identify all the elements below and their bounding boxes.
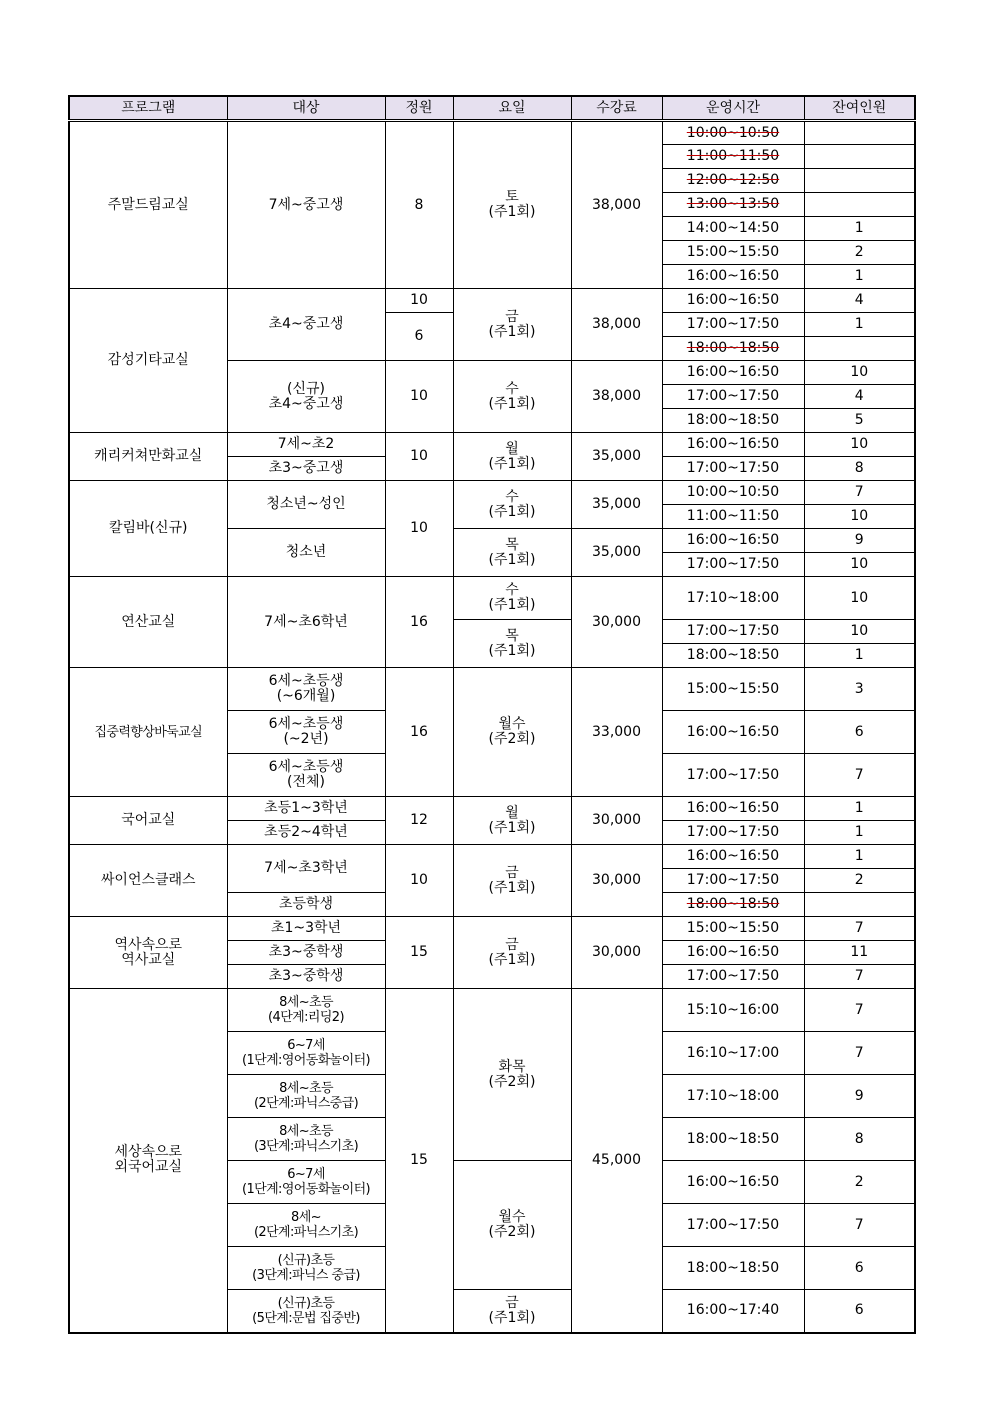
slot-remaining: 9	[804, 529, 915, 553]
slot-time: 17:00~17:50	[662, 1204, 804, 1247]
slot-time: 16:00~16:50	[662, 433, 804, 457]
program-day: 수 (주1회)	[453, 577, 571, 620]
header-target: 대상	[227, 96, 385, 121]
slot-time: 18:00~18:50	[662, 1247, 804, 1290]
program-day: 금 (주1회)	[453, 289, 571, 361]
program-fee: 30,000	[571, 577, 662, 668]
program-target: 청소년	[227, 529, 385, 577]
slot-time: 18:00~18:50	[662, 644, 804, 668]
slot-remaining: 10	[804, 553, 915, 577]
slot-remaining: 7	[804, 917, 915, 941]
slot-remaining	[804, 893, 915, 917]
header-program: 프로그램	[69, 96, 227, 121]
slot-remaining: 2	[804, 869, 915, 893]
program-day: 화목 (주2회)	[453, 989, 571, 1161]
slot-remaining: 11	[804, 941, 915, 965]
program-capacity: 8	[385, 121, 453, 289]
program-day: 목 (주1회)	[453, 620, 571, 668]
program-target: 6~7세 (1단계:영어동화놀이터)	[227, 1032, 385, 1075]
program-day: 월수 (주2회)	[453, 1161, 571, 1290]
program-capacity: 16	[385, 577, 453, 668]
program-day: 금 (주1회)	[453, 845, 571, 917]
table-row	[69, 917, 915, 941]
program-target: 8세~초등 (2단계:파닉스중급)	[227, 1075, 385, 1118]
slot-remaining: 10	[804, 361, 915, 385]
program-capacity: 15	[385, 917, 453, 989]
program-name: 연산교실	[69, 577, 227, 668]
header-row	[69, 96, 915, 121]
program-capacity: 10	[385, 845, 453, 917]
header-remaining: 잔여인원	[804, 96, 915, 121]
slot-remaining	[804, 337, 915, 361]
program-day: 금 (주1회)	[453, 917, 571, 989]
table-row	[69, 845, 915, 869]
slot-remaining: 6	[804, 1247, 915, 1290]
program-name: 주말드림교실	[69, 121, 227, 289]
program-target: 초등1~3학년	[227, 797, 385, 821]
slot-time: 17:00~17:50	[662, 620, 804, 644]
slot-time: 16:00~16:50	[662, 289, 804, 313]
program-fee: 30,000	[571, 917, 662, 989]
slot-time: 16:00~16:50	[662, 941, 804, 965]
table-row	[69, 989, 915, 1032]
program-target: 8세~초등 (4단계:리딩2)	[227, 989, 385, 1032]
program-capacity: 10	[385, 289, 453, 313]
program-fee: 35,000	[571, 481, 662, 529]
program-target: 초3~중고생	[227, 457, 385, 481]
time-text: 11:00~11:50	[686, 148, 780, 164]
time-text: 18:00~18:50	[686, 340, 780, 356]
slot-remaining: 5	[804, 409, 915, 433]
slot-time: 17:10~18:00	[662, 577, 804, 620]
program-capacity: 12	[385, 797, 453, 845]
program-capacity: 10	[385, 361, 453, 433]
program-target: 8세~ (2단계:파닉스기초)	[227, 1204, 385, 1247]
header-fee: 수강료	[571, 96, 662, 121]
slot-time: 10:00~10:50	[662, 481, 804, 505]
slot-remaining: 10	[804, 505, 915, 529]
slot-time: 17:00~17:50	[662, 385, 804, 409]
program-name: 캐리커쳐만화교실	[69, 433, 227, 481]
program-fee: 30,000	[571, 797, 662, 845]
slot-remaining: 9	[804, 1075, 915, 1118]
program-target: 초3~중학생	[227, 965, 385, 989]
program-fee: 30,000	[571, 845, 662, 917]
slot-time: 16:00~16:50	[662, 529, 804, 553]
header-capacity: 정원	[385, 96, 453, 121]
program-day: 수 (주1회)	[453, 481, 571, 529]
program-target: (신규)초등 (5단계:문법 집중반)	[227, 1290, 385, 1333]
program-target: 7세~중고생	[227, 121, 385, 289]
program-name: 역사속으로 역사교실	[69, 917, 227, 989]
program-target: 초1~3학년	[227, 917, 385, 941]
program-fee: 38,000	[571, 289, 662, 361]
slot-time: 18:00~18:50	[662, 1118, 804, 1161]
slot-remaining	[804, 145, 915, 169]
slot-remaining: 10	[804, 577, 915, 620]
program-schedule-table	[68, 95, 916, 1334]
program-day: 월 (주1회)	[453, 433, 571, 481]
program-name: 국어교실	[69, 797, 227, 845]
slot-remaining: 4	[804, 385, 915, 409]
program-capacity: 10	[385, 481, 453, 577]
table-row	[69, 577, 915, 620]
time-text: 12:00~12:50	[686, 172, 780, 188]
table-row	[69, 289, 915, 301]
slot-remaining: 2	[804, 1161, 915, 1204]
slot-remaining: 10	[804, 620, 915, 644]
table-row	[69, 668, 915, 711]
program-name: 집중력향상바둑교실	[69, 668, 227, 797]
slot-remaining: 2	[804, 241, 915, 265]
slot-time: 16:00~16:50	[662, 797, 804, 821]
program-target: 7세~초6학년	[227, 577, 385, 668]
program-target: 6세~초등생 (전체)	[227, 754, 385, 797]
header-day: 요일	[453, 96, 571, 121]
program-fee: 38,000	[571, 361, 662, 433]
slot-remaining: 7	[804, 481, 915, 505]
slot-time: 16:00~17:40	[662, 1290, 804, 1333]
slot-time-cancelled	[662, 193, 804, 217]
slot-remaining: 6	[804, 711, 915, 754]
program-capacity: 15	[385, 989, 453, 1333]
slot-time: 16:00~16:50	[662, 265, 804, 289]
program-day: 월수 (주2회)	[453, 668, 571, 797]
program-name: 세상속으로 외국어교실	[69, 989, 227, 1333]
slot-time: 16:10~17:00	[662, 1032, 804, 1075]
program-target: (신규)초등 (3단계:파닉스 중급)	[227, 1247, 385, 1290]
slot-time: 17:00~17:50	[662, 869, 804, 893]
time-text: 10:00~10:50	[686, 124, 780, 141]
program-fee: 45,000	[571, 989, 662, 1333]
program-name: 감성기타교실	[69, 289, 227, 433]
slot-remaining: 7	[804, 1204, 915, 1247]
slot-time: 17:00~17:50	[662, 965, 804, 989]
slot-remaining	[804, 193, 915, 217]
slot-time: 17:10~18:00	[662, 1075, 804, 1118]
slot-time: 15:00~15:50	[662, 668, 804, 711]
program-target: 7세~초3학년	[227, 845, 385, 893]
slot-remaining: 1	[804, 644, 915, 668]
slot-remaining: 1	[804, 845, 915, 869]
program-fee: 38,000	[571, 121, 662, 289]
program-fee: 35,000	[571, 433, 662, 481]
header-time: 운영시간	[662, 96, 804, 121]
slot-remaining: 10	[804, 433, 915, 457]
slot-time: 18:00~18:50	[662, 409, 804, 433]
program-target: 초등학생	[227, 893, 385, 917]
slot-remaining: 4	[804, 289, 915, 313]
slot-remaining: 1	[804, 265, 915, 289]
program-target: 6~7세 (1단계:영어동화놀이터)	[227, 1161, 385, 1204]
slot-remaining: 7	[804, 754, 915, 797]
program-target: 6세~초등생 (~2년)	[227, 711, 385, 754]
program-day: 월 (주1회)	[453, 797, 571, 845]
program-target: 청소년~성인	[227, 481, 385, 529]
time-text: 13:00~13:50	[686, 196, 780, 212]
slot-remaining: 8	[804, 457, 915, 481]
slot-remaining: 7	[804, 1032, 915, 1075]
table-row	[69, 481, 915, 505]
time-text: 18:00~18:50	[686, 896, 780, 912]
slot-time: 15:10~16:00	[662, 989, 804, 1032]
table-row	[69, 121, 915, 145]
program-target: 초4~중고생	[227, 289, 385, 361]
slot-time: 15:00~15:50	[662, 917, 804, 941]
program-target: (신규) 초4~중고생	[227, 361, 385, 433]
program-capacity: 16	[385, 668, 453, 797]
program-fee: 35,000	[571, 529, 662, 577]
program-target: 8세~초등 (3단계:파닉스기초)	[227, 1118, 385, 1161]
slot-time: 16:00~16:50	[662, 711, 804, 754]
slot-remaining: 6	[804, 1290, 915, 1333]
program-target: 초3~중학생	[227, 941, 385, 965]
slot-time-cancelled	[662, 121, 804, 145]
program-day: 수 (주1회)	[453, 361, 571, 433]
slot-time: 14:00~14:50	[662, 217, 804, 241]
slot-time: 17:00~17:50	[662, 754, 804, 797]
slot-remaining: 7	[804, 989, 915, 1032]
slot-time: 16:00~16:50	[662, 1161, 804, 1204]
program-day: 목 (주1회)	[453, 529, 571, 577]
slot-remaining	[804, 169, 915, 193]
slot-remaining: 8	[804, 1118, 915, 1161]
slot-time-cancelled	[662, 145, 804, 169]
slot-time: 17:00~17:50	[662, 821, 804, 845]
program-capacity: 10	[385, 433, 453, 481]
program-day: 토 (주1회)	[453, 121, 571, 289]
program-target: 초등2~4학년	[227, 821, 385, 845]
table-row	[69, 433, 915, 457]
program-name: 싸이언스클래스	[69, 845, 227, 917]
slot-remaining: 3	[804, 668, 915, 711]
slot-time: 17:00~17:50	[662, 457, 804, 481]
program-fee: 33,000	[571, 668, 662, 797]
slot-time: 16:00~16:50	[662, 361, 804, 385]
table-row	[69, 797, 915, 821]
slot-time: 16:00~16:50	[662, 845, 804, 869]
program-target: 6세~초등생 (~6개월)	[227, 668, 385, 711]
slot-time: 11:00~11:50	[662, 505, 804, 529]
slot-remaining: 1	[804, 797, 915, 821]
slot-time-cancelled	[662, 169, 804, 193]
program-capacity: 6	[385, 313, 453, 361]
slot-remaining	[804, 121, 915, 145]
program-name: 칼림바(신규)	[69, 481, 227, 577]
slot-remaining: 1	[804, 313, 915, 337]
slot-time: 15:00~15:50	[662, 241, 804, 265]
slot-remaining: 1	[804, 821, 915, 845]
slot-time-cancelled	[662, 337, 804, 361]
slot-time: 17:00~17:50	[662, 313, 804, 337]
program-target: 7세~초2	[227, 433, 385, 457]
slot-remaining: 7	[804, 965, 915, 989]
program-day: 금 (주1회)	[453, 1290, 571, 1333]
slot-remaining: 1	[804, 217, 915, 241]
slot-time: 17:00~17:50	[662, 553, 804, 577]
slot-time-cancelled	[662, 893, 804, 917]
